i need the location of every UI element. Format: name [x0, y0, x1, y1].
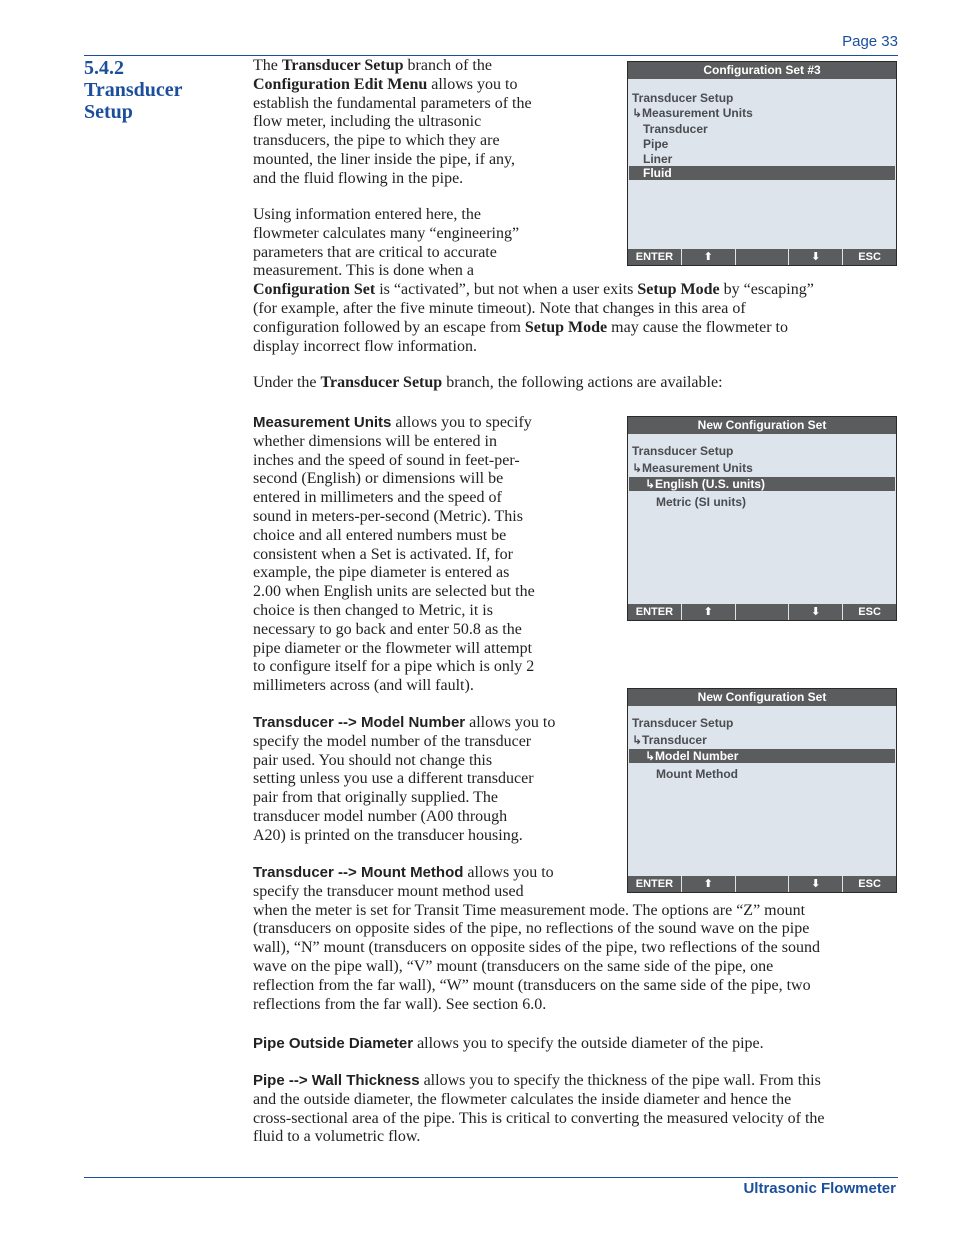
- text-line: mounted, the liner inside the pipe, if any,: [253, 150, 516, 168]
- text: configuration followed by an escape from: [253, 318, 525, 336]
- text-line: transducer model number (A00 through: [253, 807, 508, 825]
- lead-model-number: Transducer --> Model Number: [253, 714, 466, 731]
- text-line: example, the pipe diameter is entered as: [253, 564, 510, 582]
- text-line: 2.00 when English units are selected but the: [253, 583, 535, 601]
- text-line: specify the transducer mount method used: [253, 882, 524, 900]
- text-line: (transducers on opposite sides of the pipe, no reflections of the sound wave on the pipe: [253, 920, 810, 938]
- page-number: Page 33: [842, 33, 898, 50]
- term-configuration-edit-menu: Configuration Edit Menu: [253, 75, 428, 93]
- text: allows you to specify: [391, 414, 532, 431]
- section-number: 5.4.2: [84, 57, 124, 79]
- text-line: wall), “N” mount (transducers on opposite sides of the pipe, two reflections of the sound: [253, 939, 820, 957]
- text-line: choice is then changed to Metric, it is: [253, 601, 493, 619]
- blank-softkey[interactable]: [736, 249, 790, 265]
- text: allows you to: [465, 714, 556, 731]
- enter-softkey[interactable]: ENTER: [628, 876, 682, 892]
- text-line: to configure itself for a pipe which is only 2: [253, 658, 535, 676]
- footer-title: Ultrasonic Flowmeter: [743, 1180, 896, 1197]
- text-line: transducers, the pipe to which they are: [253, 132, 500, 150]
- esc-softkey[interactable]: ESC: [858, 606, 881, 618]
- text-line: when the meter is set for Transit Time measurement mode. The options are “Z” mount: [253, 901, 806, 919]
- measurement-units-paragraph: [253, 414, 593, 696]
- menu-item-measurement-units[interactable]: ↳Measurement Units: [632, 106, 753, 120]
- text: allows you to specify the thickness of the pipe wall. From this: [419, 1072, 821, 1089]
- term-setup-mode: Setup Mode: [524, 318, 608, 336]
- option-model-number[interactable]: ↳Model Number: [645, 749, 739, 763]
- esc-softkey[interactable]: ESC: [858, 251, 881, 263]
- up-arrow-softkey[interactable]: ⬆: [682, 876, 736, 892]
- blank-softkey[interactable]: [736, 604, 790, 620]
- text: The: [253, 57, 282, 74]
- text-line: measurement. This is done when a: [253, 262, 474, 280]
- intro-paragraph: [253, 57, 593, 189]
- text-line: specify the model number of the transducer: [253, 732, 532, 750]
- text-line: wave on the pipe wall), “V” mount (transducers on the same side of the pipe, one: [253, 957, 774, 975]
- up-arrow-softkey[interactable]: ⬆: [682, 604, 736, 620]
- screen-title: New Configuration Set: [628, 417, 896, 434]
- lead-pipe-outside-diameter: Pipe Outside Diameter: [253, 1035, 414, 1052]
- text-line: and the fluid flowing in the pipe.: [253, 169, 464, 187]
- footer-rule: [84, 1177, 898, 1178]
- text-line: A20) is printed on the transducer housing.: [253, 826, 523, 844]
- section-heading: [84, 57, 244, 123]
- lead-wall-thickness: Pipe --> Wall Thickness: [253, 1072, 420, 1089]
- menu-item-transducer-setup[interactable]: Transducer Setup: [632, 91, 734, 105]
- model-number-paragraph: [253, 714, 593, 846]
- screen-title: Configuration Set #3: [628, 62, 896, 79]
- text: is “activated”, but not when a user exits: [375, 281, 638, 299]
- pipe-outside-diameter-paragraph: [253, 1035, 898, 1054]
- text-line: establish the fundamental parameters of the: [253, 94, 532, 112]
- text-line: reflection from the far wall), “W” mount (transducers on the same side of the pipe, two: [253, 976, 811, 994]
- text: by “escaping”: [719, 281, 814, 299]
- text-line: inches and the speed of sound in feet-per-: [253, 451, 520, 469]
- down-arrow-softkey[interactable]: ⬇: [789, 876, 843, 892]
- text-line: whether dimensions will be entered in: [253, 432, 497, 450]
- text: allows you to: [427, 75, 518, 93]
- lcd-screen-model-number: [627, 688, 897, 893]
- text-line: choice and all entered numbers must be: [253, 526, 507, 544]
- section-title-line1: Transducer: [84, 79, 183, 101]
- text-line: Using information entered here, the: [253, 206, 481, 223]
- lcd-screen-measurement-units: [627, 416, 897, 621]
- text-line: pair from that originally supplied. The: [253, 789, 498, 807]
- text: allows you to specify the outside diameter of the pipe.: [413, 1035, 764, 1052]
- text: branch, the following actions are available:: [442, 374, 723, 391]
- blank-softkey[interactable]: [736, 876, 790, 892]
- menu-item-liner[interactable]: Liner: [643, 152, 673, 166]
- down-arrow-softkey[interactable]: ⬇: [789, 604, 843, 620]
- option-mount-method[interactable]: Mount Method: [656, 767, 738, 781]
- menu-item-fluid[interactable]: Fluid: [643, 166, 672, 180]
- text: may cause the flowmeter to: [607, 318, 788, 336]
- menu-item-transducer-setup[interactable]: Transducer Setup: [632, 716, 734, 730]
- text-line: reflections from the far wall). See section 6.0.: [253, 995, 547, 1013]
- lead-mount-method: Transducer --> Mount Method: [253, 864, 464, 881]
- header-rule: [84, 55, 898, 56]
- menu-item-transducer[interactable]: Transducer: [643, 122, 708, 136]
- text-line: pipe diameter or the flowmeter will attempt: [253, 639, 533, 657]
- section-title-line2: Setup: [84, 101, 133, 123]
- text-line: flow meter, including the ultrasonic: [253, 113, 482, 131]
- text-line: millimeters across (and will fault).: [253, 677, 474, 695]
- text-line: entered in millimeters and the speed of: [253, 489, 502, 507]
- text-line: consistent when a Set is activated. If, for: [253, 545, 513, 563]
- term-transducer-setup: Transducer Setup: [281, 57, 404, 74]
- text: allows you to: [463, 864, 554, 881]
- lead-measurement-units: Measurement Units: [253, 414, 392, 431]
- enter-softkey[interactable]: ENTER: [628, 604, 682, 620]
- esc-softkey[interactable]: ESC: [858, 878, 881, 890]
- term-transducer-setup: Transducer Setup: [320, 374, 443, 391]
- text-line: (for example, after the five minute timeout). Note that changes in this area of: [253, 299, 746, 317]
- text-line: second (English) or dimensions will be: [253, 470, 504, 488]
- option-english-units[interactable]: ↳English (U.S. units): [645, 477, 766, 491]
- text-line: necessary to go back and enter 50.8 as the: [253, 620, 522, 638]
- down-arrow-softkey[interactable]: ⬇: [789, 249, 843, 265]
- text-line: flowmeter calculates many “engineering”: [253, 224, 520, 242]
- menu-item-transducer[interactable]: ↳Transducer: [632, 733, 707, 747]
- text: branch of the: [403, 57, 492, 74]
- text-line: fluid to a volumetric flow.: [253, 1128, 421, 1146]
- softkey-bar: [628, 604, 896, 620]
- text: Under the: [253, 374, 321, 391]
- text-line: parameters that are critical to accurate: [253, 243, 497, 261]
- up-arrow-softkey[interactable]: ⬆: [682, 249, 736, 265]
- text-line: setting unless you use a different transducer: [253, 770, 534, 788]
- lcd-screen-configuration-set: [627, 61, 897, 266]
- softkey-bar: [628, 876, 896, 892]
- option-metric-units[interactable]: Metric (SI units): [656, 495, 747, 509]
- wall-thickness-paragraph: [253, 1072, 898, 1147]
- menu-item-measurement-units[interactable]: ↳Measurement Units: [632, 461, 753, 475]
- actions-intro: [253, 374, 898, 393]
- term-setup-mode: Setup Mode: [637, 281, 720, 299]
- text-line: cross-sectional area of the pipe. This is critical to converting the measured velocity of the: [253, 1109, 825, 1127]
- screen-title: New Configuration Set: [628, 689, 896, 706]
- menu-item-pipe[interactable]: Pipe: [643, 137, 669, 151]
- text-line: pair used. You should not change this: [253, 751, 493, 769]
- text-line: and the outside diameter, the flowmeter calculates the inside diameter and hence the: [253, 1090, 792, 1108]
- enter-softkey[interactable]: ENTER: [628, 249, 682, 265]
- menu-item-transducer-setup[interactable]: Transducer Setup: [632, 444, 734, 458]
- text-line: display incorrect flow information.: [253, 337, 477, 355]
- term-configuration-set: Configuration Set: [253, 281, 376, 299]
- softkey-bar: [628, 249, 896, 265]
- text-line: sound in meters-per-second (Metric). This: [253, 507, 523, 525]
